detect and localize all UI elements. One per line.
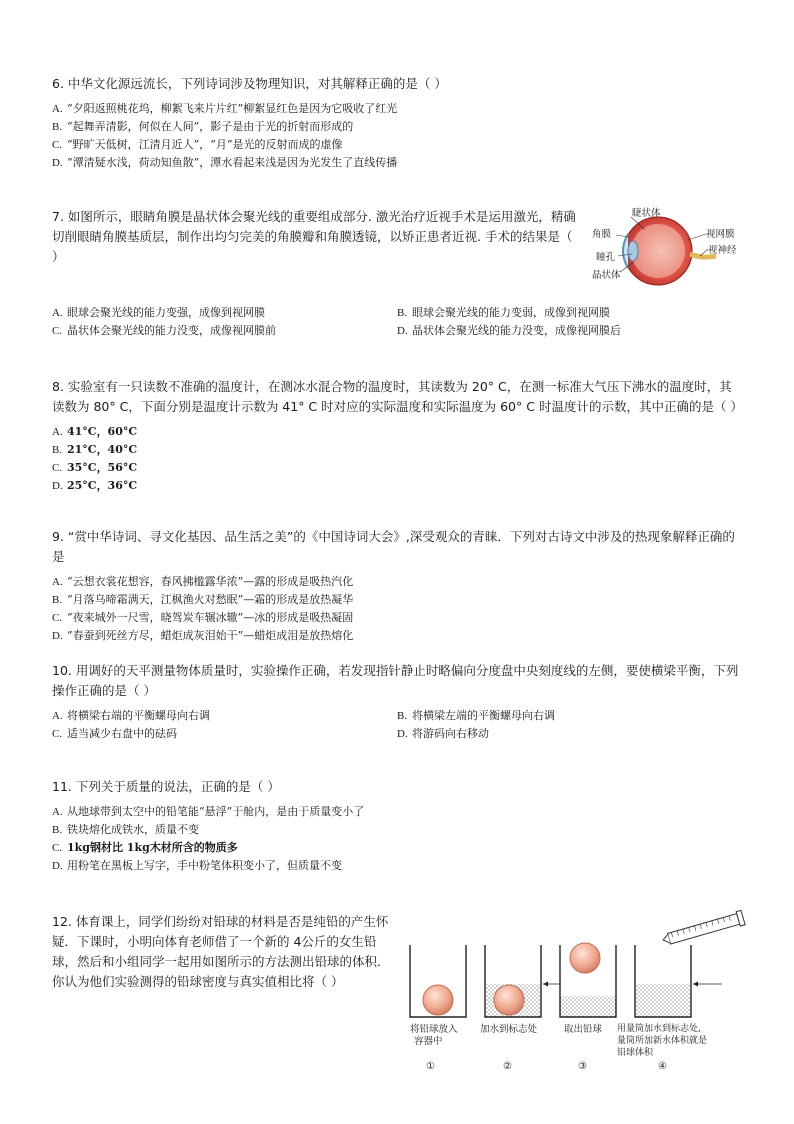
option-d[interactable]: D. 将游码向右移动 bbox=[397, 727, 489, 740]
option-b[interactable]: B. 铁块熔化成铁水，质量不变 bbox=[52, 823, 199, 836]
question-6 bbox=[52, 74, 742, 172]
option-list bbox=[52, 100, 742, 172]
eye-label-ciliary: 睫状体 bbox=[632, 208, 661, 219]
question-stem: 12. 体育课上，同学们纷纷对铅球的材料是否是纯铅的产生怀疑．下课时，小明向体育老师借了一个新的 4公斤的女生铅球，然后和小组同学一起用如图所示的方法测出铅球的体积．你认为他们实验测得的铅球密度与真实值相比将（ ） bbox=[52, 914, 390, 989]
eye-label-lens: 晶状体 bbox=[592, 270, 621, 281]
option-list bbox=[52, 304, 742, 340]
option-a[interactable]: A. “夕阳返照桃花坞，柳絮飞来片片红”柳絮显红色是因为它吸收了红光 bbox=[52, 102, 398, 115]
graduated-cylinder bbox=[661, 910, 745, 947]
shot-put-volume-diagram bbox=[400, 905, 750, 1080]
option-c[interactable]: C. 35°C，56°C bbox=[52, 461, 138, 474]
step-4-caption-line-3: 铅球体积 bbox=[617, 1048, 654, 1058]
question-stem: 6. 中华文化源远流长，下列诗词涉及物理知识，对其解释正确的是（ ） bbox=[52, 76, 447, 91]
option-c[interactable]: C. 晶状体会聚光线的能力没变，成像视网膜前 bbox=[52, 324, 276, 337]
step-2-number: ② bbox=[503, 1061, 512, 1072]
eye-label-nerve: 视神经 bbox=[708, 245, 737, 256]
container-2 bbox=[485, 945, 541, 1017]
option-d[interactable]: D. 晶状体会聚光线的能力没变，成像视网膜后 bbox=[397, 324, 621, 337]
question-9 bbox=[52, 527, 742, 645]
step-3-number: ③ bbox=[578, 1061, 587, 1072]
step-1-caption-line-1: 将铅球放入 bbox=[410, 1024, 458, 1035]
option-b[interactable]: B. “起舞弄清影，何似在人间”，影子是由于光的折射而形成的 bbox=[52, 120, 354, 133]
option-list bbox=[52, 707, 742, 743]
option-c[interactable]: C. “野旷天低树，江清月近人”，“月”是光的反射而成的虚像 bbox=[52, 138, 343, 151]
step-1-caption-line-2: 容器中 bbox=[414, 1036, 443, 1047]
question-7-options bbox=[52, 304, 742, 340]
option-d[interactable]: D. 25°C，36°C bbox=[52, 479, 138, 492]
container-3 bbox=[560, 943, 616, 1017]
option-c[interactable]: C. “夜来城外一尺雪，晓驾炭车辗冰辙”—冰的形成是吸热凝固 bbox=[52, 611, 354, 624]
option-b[interactable]: B. 将横梁左端的平衡螺母向右调 bbox=[397, 709, 555, 722]
option-a[interactable]: A. 41°C，60°C bbox=[52, 425, 138, 438]
question-stem: 8. 实验室有一只读数不准确的温度计，在测冰水混合物的温度时，其读数为 20° C，在测一标准大气压下沸水的温度时，其读数为 80° C，下面分别是温度计示数为 41° C 时对应的实际温度和实际温度为 60° C 时温度计的示数，其中正确的是（ ） bbox=[52, 379, 743, 414]
step-4-caption-line-1: 用量筒加水到标志处, bbox=[617, 1024, 701, 1034]
option-list bbox=[52, 423, 742, 495]
question-11 bbox=[52, 777, 742, 875]
question-stem: 9. “赏中华诗词、寻文化基因、品生活之美”的《中国诗词大会》,深受观众的青睐．下列对古诗文中涉及的热现象解释正确的是 bbox=[52, 529, 735, 564]
question-8 bbox=[52, 377, 742, 495]
option-b[interactable]: B. “月落乌啼霜满天，江枫渔火对愁眠”—霜的形成是放热凝华 bbox=[52, 593, 354, 606]
question-stem: 11. 下列关于质量的说法，正确的是（ ） bbox=[52, 779, 280, 794]
question-10 bbox=[52, 661, 742, 743]
option-d[interactable]: D. “潭清疑水浅，荷动知鱼散”，潭水看起来浅是因为光发生了直线传播 bbox=[52, 156, 398, 169]
eye-diagram bbox=[588, 204, 748, 294]
option-b[interactable]: B. 21°C，40°C bbox=[52, 443, 138, 456]
step-4-number: ④ bbox=[658, 1061, 667, 1072]
option-a[interactable]: A. 眼球会聚光线的能力变强，成像到视网膜 bbox=[52, 306, 265, 319]
option-list bbox=[52, 803, 742, 875]
eye-label-retina: 视网膜 bbox=[706, 229, 735, 240]
option-list bbox=[52, 573, 742, 645]
option-a[interactable]: A. 从地球带到太空中的铅笔能“悬浮”于舱内，是由于质量变小了 bbox=[52, 805, 365, 818]
option-d[interactable]: D. “春蚕到死丝方尽，蜡炬成灰泪始干”—蜡炬成泪是放热熔化 bbox=[52, 629, 354, 642]
step-2-caption: 加水到标志处 bbox=[480, 1024, 538, 1035]
eye-label-cornea: 角膜 bbox=[592, 229, 612, 240]
question-stem: 7. 如图所示，眼睛角膜是晶状体会聚光线的重要组成部分. 激光治疗近视手术是运用激光，精确切削眼睛角膜基质层，制作出均匀完美的角膜瓣和角膜透镜，以矫正患者近视. 手术的结果是（ ） bbox=[52, 209, 576, 264]
step-4-caption-line-2: 量筒所加新水体积就是 bbox=[617, 1036, 708, 1046]
step-3-caption: 取出铅球 bbox=[564, 1024, 603, 1035]
option-a[interactable]: A. “云想衣裳花想容，春风拂槛露华浓”—露的形成是吸热汽化 bbox=[52, 575, 354, 588]
option-c[interactable]: C. 适当减少右盘中的砝码 bbox=[52, 727, 177, 740]
container-4 bbox=[635, 945, 691, 1017]
eye-label-pupil: 瞳孔 bbox=[596, 252, 616, 263]
option-b[interactable]: B. 眼球会聚光线的能力变弱，成像到视网膜 bbox=[397, 306, 610, 319]
option-d[interactable]: D. 用粉笔在黑板上写字，手中粉笔体积变小了，但质量不变 bbox=[52, 859, 342, 872]
option-c[interactable]: C. 1kg钢材比 1kg木材所含的物质多 bbox=[52, 841, 238, 854]
step-1-number: ① bbox=[426, 1061, 435, 1072]
option-a[interactable]: A. 将横梁右端的平衡螺母向右调 bbox=[52, 709, 210, 722]
question-12 bbox=[52, 912, 392, 992]
question-stem: 10. 用调好的天平测量物体质量时，实验操作正确，若发现指针静止时略偏向分度盘中央刻度线的左侧，要使横梁平衡，下列操作正确的是（ ） bbox=[52, 663, 739, 698]
container-1 bbox=[410, 945, 466, 1017]
